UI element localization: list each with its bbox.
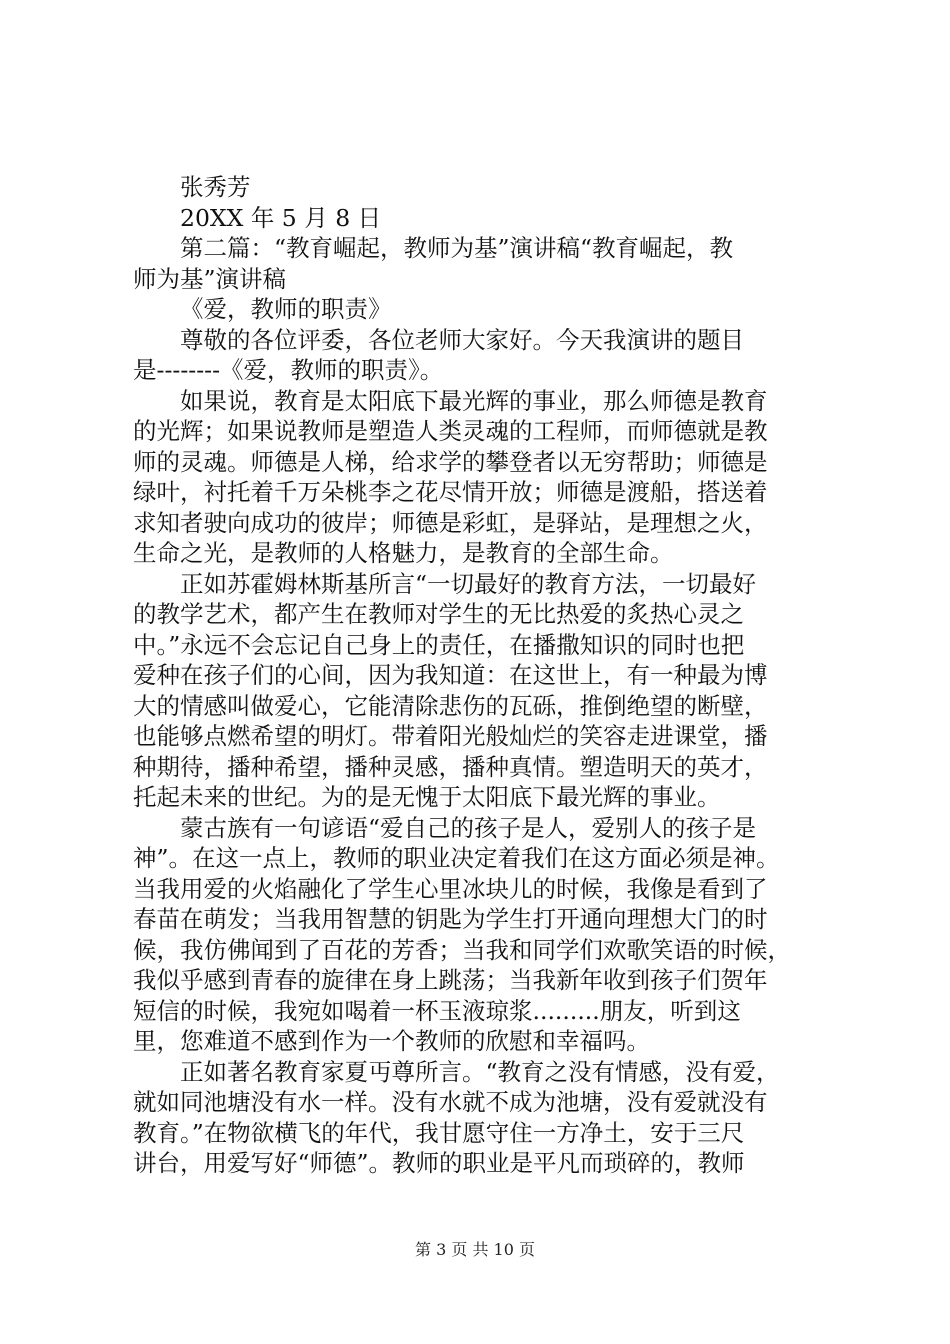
text-line: 师的灵魂。师德是人梯，给求学的攀登者以无穷帮助；师德是: [133, 447, 768, 476]
text-line: 蒙古族有一句谚语“爱自己的孩子是人，爱别人的孩子是: [180, 813, 757, 842]
text-line: 就如同池塘没有水一样。没有水就不成为池塘，没有爱就没有: [133, 1088, 768, 1116]
text-line: 如果说，教育是太阳底下最光辉的事业，那么师德是教育: [180, 386, 768, 415]
text-line: 第二篇：“教育崛起，教师为基”演讲稿“教育崛起，教: [180, 234, 734, 262]
text-line: 的教学艺术，都产生在教师对学生的无比热爱的炙热心灵之: [133, 600, 744, 628]
text-line: 是--------《爱，教师的职责》。: [133, 356, 444, 384]
text-line: 教育。”在物欲横飞的年代，我甘愿守住一方净土，安于三尺: [133, 1118, 745, 1147]
text-line: 正如著名教育家夏丏尊所言。“教育之没有情感，没有爱，: [180, 1057, 780, 1086]
text-line: 尊敬的各位评委，各位老师大家好。今天我演讲的题目: [180, 325, 744, 354]
text-line: 我似乎感到青春的旋律在身上跳荡；当我新年收到孩子们贺年: [133, 966, 768, 994]
text-line: 正如苏霍姆林斯基所言“一切最好的教育方法，一切最好: [180, 569, 757, 598]
text-line: 托起未来的世纪。为的是无愧于太阳底下最光辉的事业。: [133, 783, 721, 811]
text-line: 生命之光，是教师的人格魅力，是教育的全部生命。: [133, 539, 674, 567]
text-line: 种期待，播种希望，播种灵感，播种真情。塑造明天的英才，: [133, 752, 768, 781]
text-line: 爱种在孩子们的心间，因为我知道：在这世上，有一种最为博: [133, 661, 768, 689]
text-line: 春苗在萌发；当我用智慧的钥匙为学生打开通向理想大门的时: [133, 905, 768, 933]
text-line: 求知者驶向成功的彼岸；师德是彩虹，是驿站，是理想之火，: [133, 508, 768, 537]
text-line: 当我用爱的火焰融化了学生心里冰块儿的时候，我像是看到了: [133, 874, 768, 903]
text-line: 中。”永远不会忘记自己身上的责任，在播撒知识的同时也把: [133, 630, 745, 659]
document-body: [133, 172, 833, 1179]
text-line: 绿叶，衬托着千万朵桃李之花尽情开放；师德是渡船，搭送着: [133, 478, 768, 506]
page-footer: 第 3 页 共 10 页: [415, 1240, 535, 1259]
text-line: 大的情感叫做爱心，它能清除悲伤的瓦砾，推倒绝望的断壁，: [133, 691, 768, 720]
text-line: 候，我仿佛闻到了百花的芳香；当我和同学们欢歌笑语的时候，: [133, 935, 791, 964]
text-line: 短信的时候，我宛如喝着一杯玉液琼浆.........朋友，听到这: [133, 996, 741, 1025]
text-line: 神”。在这一点上，教师的职业决定着我们在这方面必须是神。: [133, 844, 780, 872]
text-line: 讲台，用爱写好“师德”。教师的职业是平凡而琐碎的，教师: [133, 1149, 745, 1177]
text-line: 里，您难道不感到作为一个教师的欣慰和幸福吗。: [133, 1027, 650, 1055]
text-line: 张秀芳: [180, 173, 251, 201]
text-line: 的光辉；如果说教师是塑造人类灵魂的工程师，而师德就是教: [133, 417, 768, 445]
text-line: 也能够点燃希望的明灯。带着阳光般灿烂的笑容走进课堂，播: [133, 722, 768, 750]
text-line: 师为基”演讲稿: [133, 264, 287, 293]
text-line: 《爱，教师的职责》: [180, 295, 392, 323]
text-line: 20XX 年 5 月 8 日: [180, 203, 382, 232]
